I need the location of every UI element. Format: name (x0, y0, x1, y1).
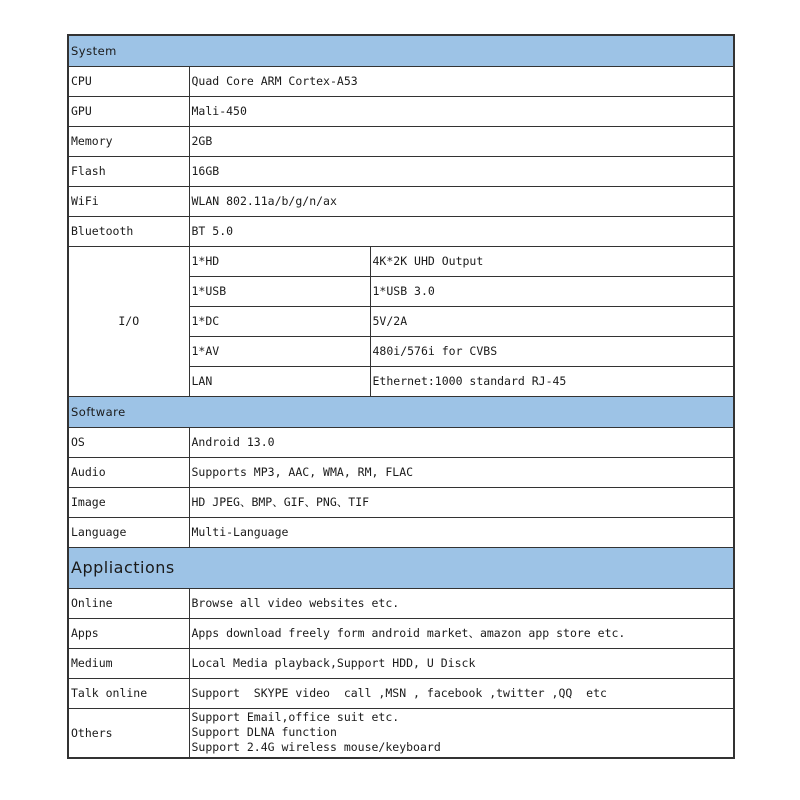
section-title-system: System (68, 35, 734, 66)
spec-sheet (67, 34, 733, 759)
io-spec: 4K*2K UHD Output (370, 246, 734, 276)
spec-table (67, 34, 735, 759)
row-label: Flash (68, 156, 189, 186)
io-port: LAN (189, 366, 370, 396)
section-title-applications: Appliactions (68, 547, 734, 588)
row-label: Online (68, 588, 189, 618)
row-label: Medium (68, 648, 189, 678)
section-header-software (68, 396, 734, 427)
table-row-wifi (68, 186, 734, 216)
row-value: HD JPEG、BMP、GIF、PNG、TIF (189, 487, 734, 517)
others-line: Support Email,office suit etc. (191, 710, 400, 725)
table-row-flash (68, 156, 734, 186)
table-row-language (68, 517, 734, 547)
row-value: Quad Core ARM Cortex-A53 (189, 66, 734, 96)
table-row-bluetooth (68, 216, 734, 246)
table-row-talk-online (68, 678, 734, 708)
row-label: Apps (68, 618, 189, 648)
io-spec: 1*USB 3.0 (370, 276, 734, 306)
row-value: Multi-Language (189, 517, 734, 547)
row-label: Bluetooth (68, 216, 189, 246)
row-value: Browse all video websites etc. (189, 588, 734, 618)
table-row-audio (68, 457, 734, 487)
row-value: 2GB (189, 126, 734, 156)
row-value: Mali-450 (189, 96, 734, 126)
table-row-apps (68, 618, 734, 648)
row-label: Talk online (68, 678, 189, 708)
row-label: OS (68, 427, 189, 457)
table-row-cpu (68, 66, 734, 96)
table-row-others (68, 708, 734, 758)
table-row-gpu (68, 96, 734, 126)
table-row-io-hd (68, 246, 734, 276)
table-row-image (68, 487, 734, 517)
table-row-memory (68, 126, 734, 156)
row-label: Memory (68, 126, 189, 156)
table-row-medium (68, 648, 734, 678)
io-port: 1*HD (189, 246, 370, 276)
io-port: 1*AV (189, 336, 370, 366)
row-value: WLAN 802.11a/b/g/n/ax (189, 186, 734, 216)
row-label: CPU (68, 66, 189, 96)
io-port: 1*USB (189, 276, 370, 306)
others-line: Support DLNA function (191, 725, 337, 740)
io-spec: 480i/576i for CVBS (370, 336, 734, 366)
row-label: Audio (68, 457, 189, 487)
io-spec: 5V/2A (370, 306, 734, 336)
io-label: I/O (68, 246, 189, 396)
others-line: Support 2.4G wireless mouse/keyboard (191, 740, 441, 755)
row-value: 16GB (189, 156, 734, 186)
row-label: GPU (68, 96, 189, 126)
section-header-applications (68, 547, 734, 588)
io-spec: Ethernet:1000 standard RJ-45 (370, 366, 734, 396)
table-row-os (68, 427, 734, 457)
io-port: 1*DC (189, 306, 370, 336)
section-header-system (68, 35, 734, 66)
row-label: Others (68, 708, 189, 758)
row-value: Local Media playback,Support HDD, U Disck (189, 648, 734, 678)
section-title-software: Software (68, 396, 734, 427)
row-label: Image (68, 487, 189, 517)
row-label: WiFi (68, 186, 189, 216)
row-value: Supports MP3, AAC, WMA, RM, FLAC (189, 457, 734, 487)
row-label: Language (68, 517, 189, 547)
row-value: BT 5.0 (189, 216, 734, 246)
table-row-online (68, 588, 734, 618)
row-value: Android 13.0 (189, 427, 734, 457)
row-value-multiline (189, 708, 734, 758)
row-value: Apps download freely form android market、amazon app store etc. (189, 618, 734, 648)
row-value: Support SKYPE video call ,MSN , facebook ,twitter ,QQ etc (189, 678, 734, 708)
